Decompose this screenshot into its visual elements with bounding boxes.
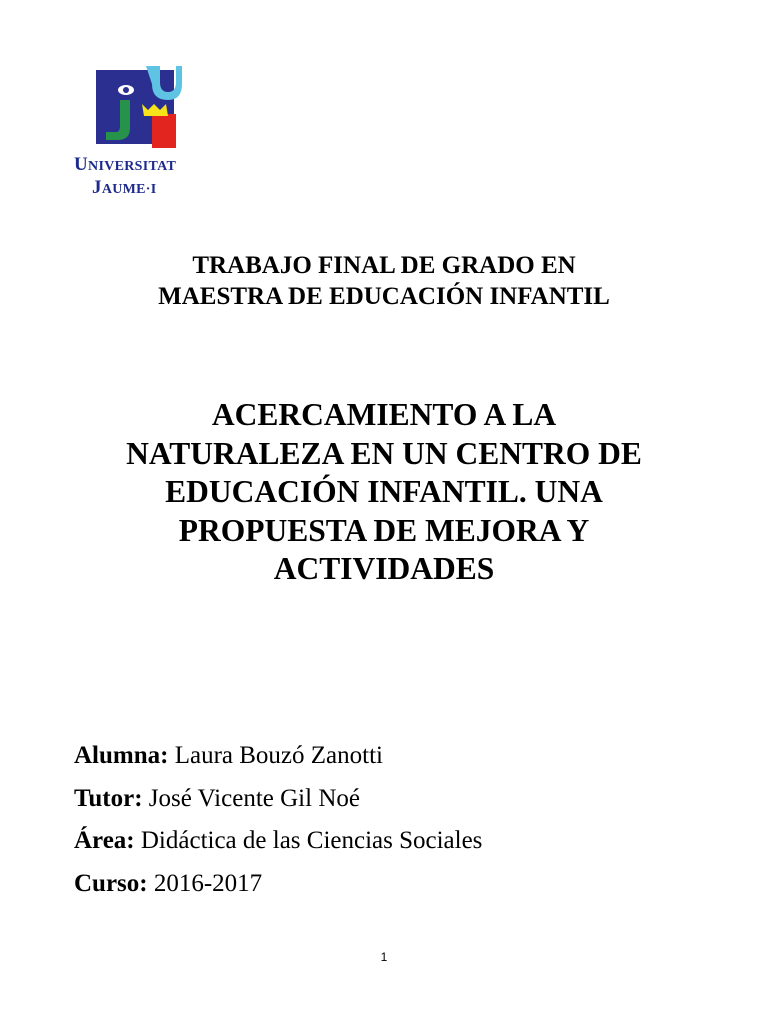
course-label: Curso: <box>74 869 148 897</box>
thesis-details <box>74 735 482 905</box>
university-name-line1: UNIVERSITAT <box>74 154 177 175</box>
tutor-label: Tutor: <box>74 784 143 812</box>
student-value: Laura Bouzó Zanotti <box>168 742 383 769</box>
university-name <box>74 154 176 200</box>
course-value: 2016-2017 <box>147 869 263 897</box>
university-emblem-icon <box>96 66 184 148</box>
area-row <box>74 820 482 863</box>
degree-heading <box>0 250 768 312</box>
title-line-4: PROPUESTA DE MEJORA Y <box>178 512 590 548</box>
university-name-line2: JAUME·I <box>92 177 157 198</box>
tutor-row <box>74 778 482 821</box>
student-row <box>74 735 482 778</box>
course-row <box>74 863 482 906</box>
student-label: Alumna: <box>74 742 169 769</box>
degree-line-1: TRABAJO FINAL DE GRADO EN <box>192 252 576 279</box>
title-line-5: ACTIVIDADES <box>273 551 495 586</box>
title-line-3: EDUCACIÓN INFANTIL. UNA <box>165 474 603 509</box>
page-number: 1 <box>380 950 388 964</box>
thesis-title <box>0 396 768 589</box>
area-value: Didáctica de las Ciencias Sociales <box>134 827 483 854</box>
title-line-2: NATURALEZA EN UN CENTRO DE <box>126 435 642 471</box>
title-line-1: ACERCAMIENTO A LA <box>211 397 557 432</box>
tutor-value: José Vicente Gil Noé <box>142 784 360 812</box>
area-label: Área: <box>74 827 135 854</box>
degree-line-2: MAESTRA DE EDUCACIÓN INFANTIL <box>158 283 610 310</box>
university-logo <box>72 66 212 196</box>
